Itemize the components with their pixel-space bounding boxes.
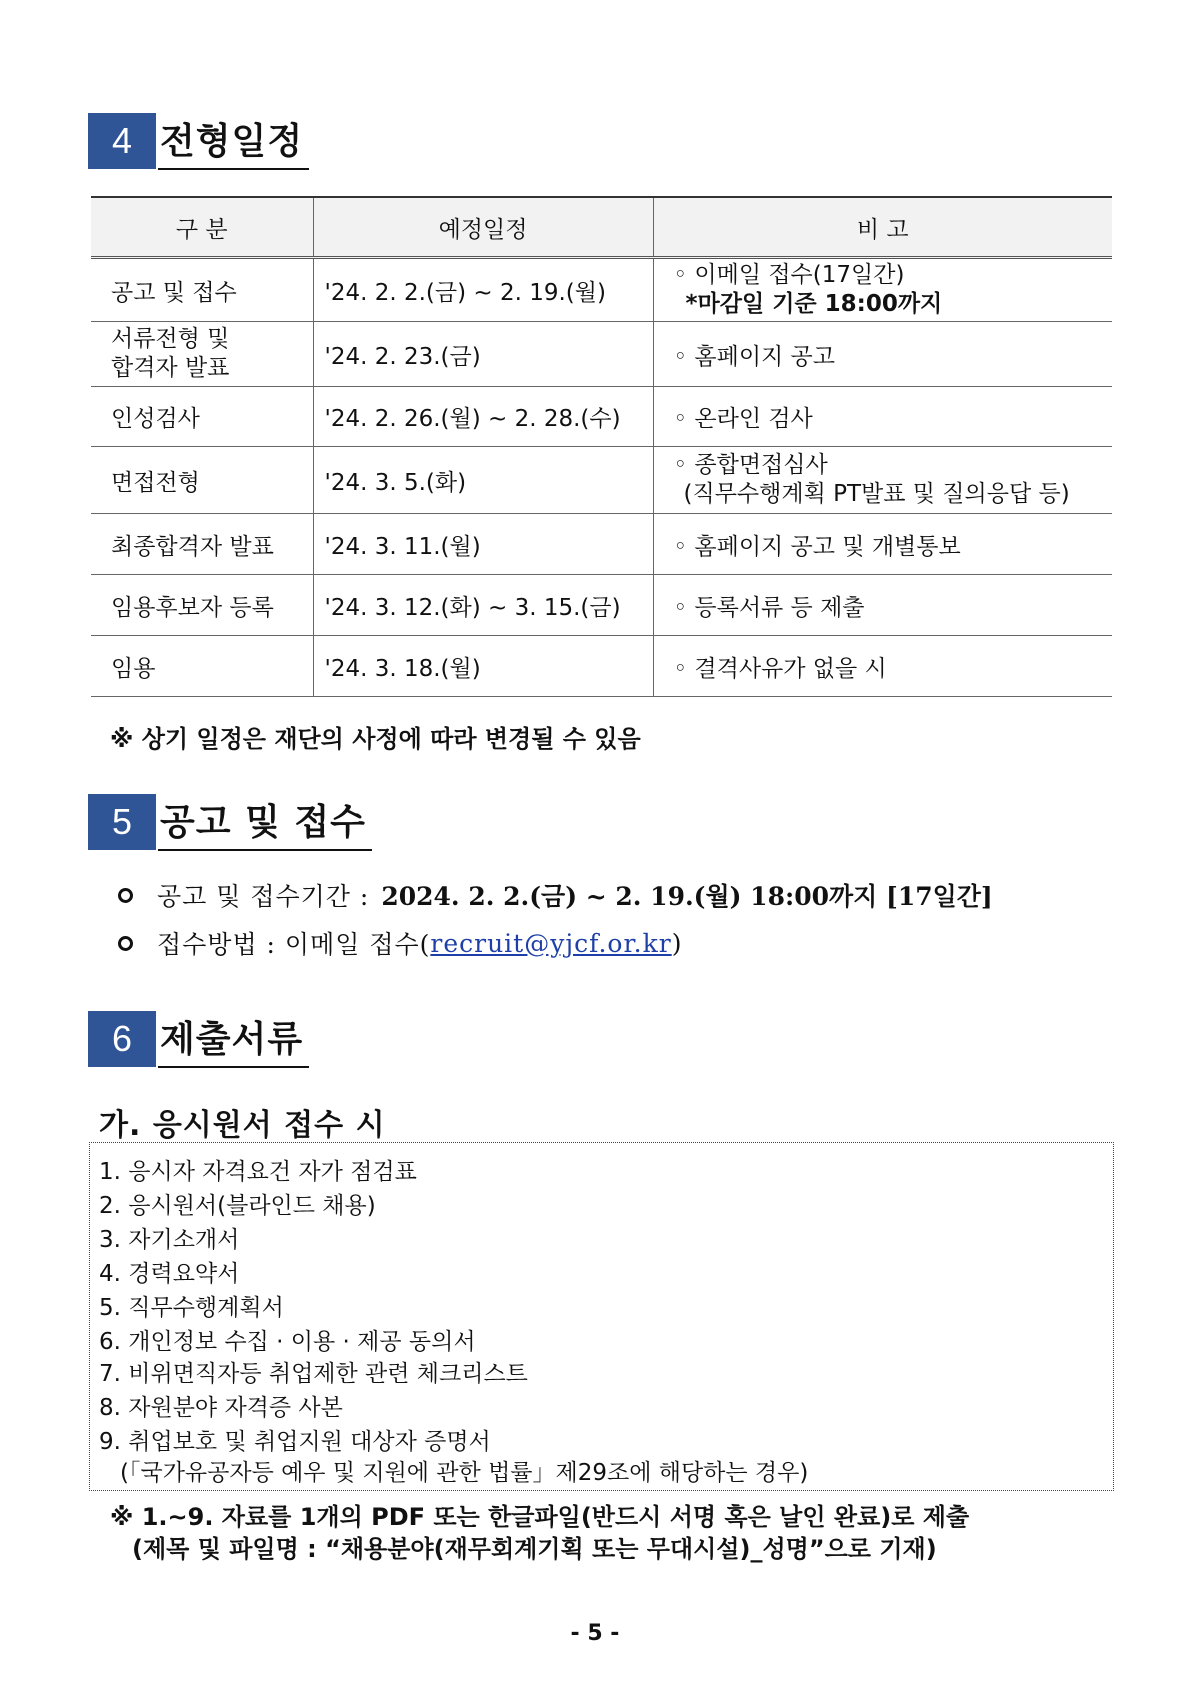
email-link[interactable]: recruit@yjcf.or.kr	[430, 928, 672, 958]
section-number: 5	[88, 794, 156, 850]
section-number: 6	[88, 1011, 156, 1067]
row-date: '24. 2. 23.(금)	[313, 322, 653, 387]
list-item: 2. 응시원서(블라인드 채용)	[99, 1193, 376, 1219]
row-note: ◦ 결격사유가 없을 시	[653, 636, 1112, 697]
list-item-note: (「국가유공자등 예우 및 지원에 관한 법률」제29조에 해당하는 경우)	[120, 1460, 809, 1486]
table-row	[91, 447, 1112, 514]
list-item: 1. 응시자 자격요건 자가 점검표	[99, 1159, 417, 1185]
period-value: 2024. 2. 2.(금) ~ 2. 19.(월) 18:00까지 [17일간]	[381, 882, 993, 911]
subsection-title: 가. 응시원서 접수 시	[99, 1108, 386, 1143]
section-number: 4	[88, 113, 156, 169]
list-item: 4. 경력요약서	[99, 1261, 240, 1287]
row-note	[653, 258, 1112, 322]
section-title: 공고 및 접수	[158, 794, 372, 851]
method-line	[118, 925, 682, 961]
table-row	[91, 322, 1112, 387]
table-row	[91, 575, 1112, 636]
table-row	[91, 387, 1112, 447]
section-5-heading	[88, 794, 380, 850]
submission-note-2: (제목 및 파일명 : “채용분야(재무회계기획 또는 무대시설)_성명”으로 기재)	[132, 1535, 937, 1563]
list-item: 3. 자기소개서	[99, 1227, 240, 1253]
row-note: ◦ 등록서류 등 제출	[653, 575, 1112, 636]
category-line: 서류전형 및	[111, 326, 230, 352]
note-line-2: *마감일 기준 18:00까지	[685, 291, 943, 317]
section-6-heading	[88, 1011, 317, 1067]
row-date: '24. 3. 11.(월)	[313, 514, 653, 575]
document-list-box	[89, 1142, 1114, 1491]
row-category	[91, 322, 313, 387]
note-line-2: (직무수행계획 PT발표 및 질의응답 등)	[683, 481, 1070, 507]
row-note: ◦ 홈페이지 공고 및 개별통보	[653, 514, 1112, 575]
table-header-row	[91, 197, 1112, 258]
method-label: 접수방법 : 이메일 접수(	[157, 930, 431, 959]
row-date: '24. 3. 18.(월)	[313, 636, 653, 697]
method-end: )	[671, 928, 683, 958]
section-4-heading	[88, 113, 317, 169]
schedule-footnote: ※ 상기 일정은 재단의 사정에 따라 변경될 수 있음	[110, 725, 641, 753]
row-category: 면접전형	[91, 447, 313, 514]
header-category: 구 분	[91, 197, 313, 258]
table-row	[91, 636, 1112, 697]
category-line-2: 합격자 발표	[111, 355, 230, 381]
header-date: 예정일정	[313, 197, 653, 258]
circle-bullet-icon	[118, 936, 133, 951]
row-date: '24. 2. 2.(금) ~ 2. 19.(월)	[313, 258, 653, 322]
row-note: ◦ 온라인 검사	[653, 387, 1112, 447]
row-category: 공고 및 접수	[91, 258, 313, 322]
note-line: ◦ 종합면접심사	[673, 452, 828, 478]
note-line: ◦ 이메일 접수(17일간)	[673, 262, 905, 288]
table-row	[91, 258, 1112, 322]
submission-note: ※ 1.~9. 자료를 1개의 PDF 또는 한글파일(반드시 서명 혹은 날인 완료)로 제출	[110, 1503, 970, 1531]
list-item: 9. 취업보호 및 취업지원 대상자 증명서	[99, 1429, 491, 1455]
row-date: '24. 2. 26.(월) ~ 2. 28.(수)	[313, 387, 653, 447]
schedule-table	[91, 196, 1112, 697]
period-line	[118, 877, 993, 913]
list-item: 6. 개인정보 수집 · 이용 · 제공 동의서	[99, 1329, 476, 1355]
row-note	[653, 447, 1112, 514]
row-category: 최종합격자 발표	[91, 514, 313, 575]
row-date: '24. 3. 5.(화)	[313, 447, 653, 514]
row-category: 임용후보자 등록	[91, 575, 313, 636]
row-category: 임용	[91, 636, 313, 697]
row-date: '24. 3. 12.(화) ~ 3. 15.(금)	[313, 575, 653, 636]
row-note: ◦ 홈페이지 공고	[653, 322, 1112, 387]
list-item: 7. 비위면직자등 취업제한 관련 체크리스트	[99, 1361, 528, 1387]
list-item: 8. 자원분야 자격증 사본	[99, 1395, 343, 1421]
period-label: 공고 및 접수기간 :	[157, 882, 370, 911]
circle-bullet-icon	[118, 888, 133, 903]
table-row	[91, 514, 1112, 575]
section-title: 제출서류	[158, 1011, 309, 1068]
page-number: - 5 -	[570, 1621, 620, 1646]
row-category: 인성검사	[91, 387, 313, 447]
list-item: 5. 직무수행계획서	[99, 1295, 284, 1321]
section-title: 전형일정	[158, 113, 309, 170]
header-note: 비 고	[653, 197, 1112, 258]
